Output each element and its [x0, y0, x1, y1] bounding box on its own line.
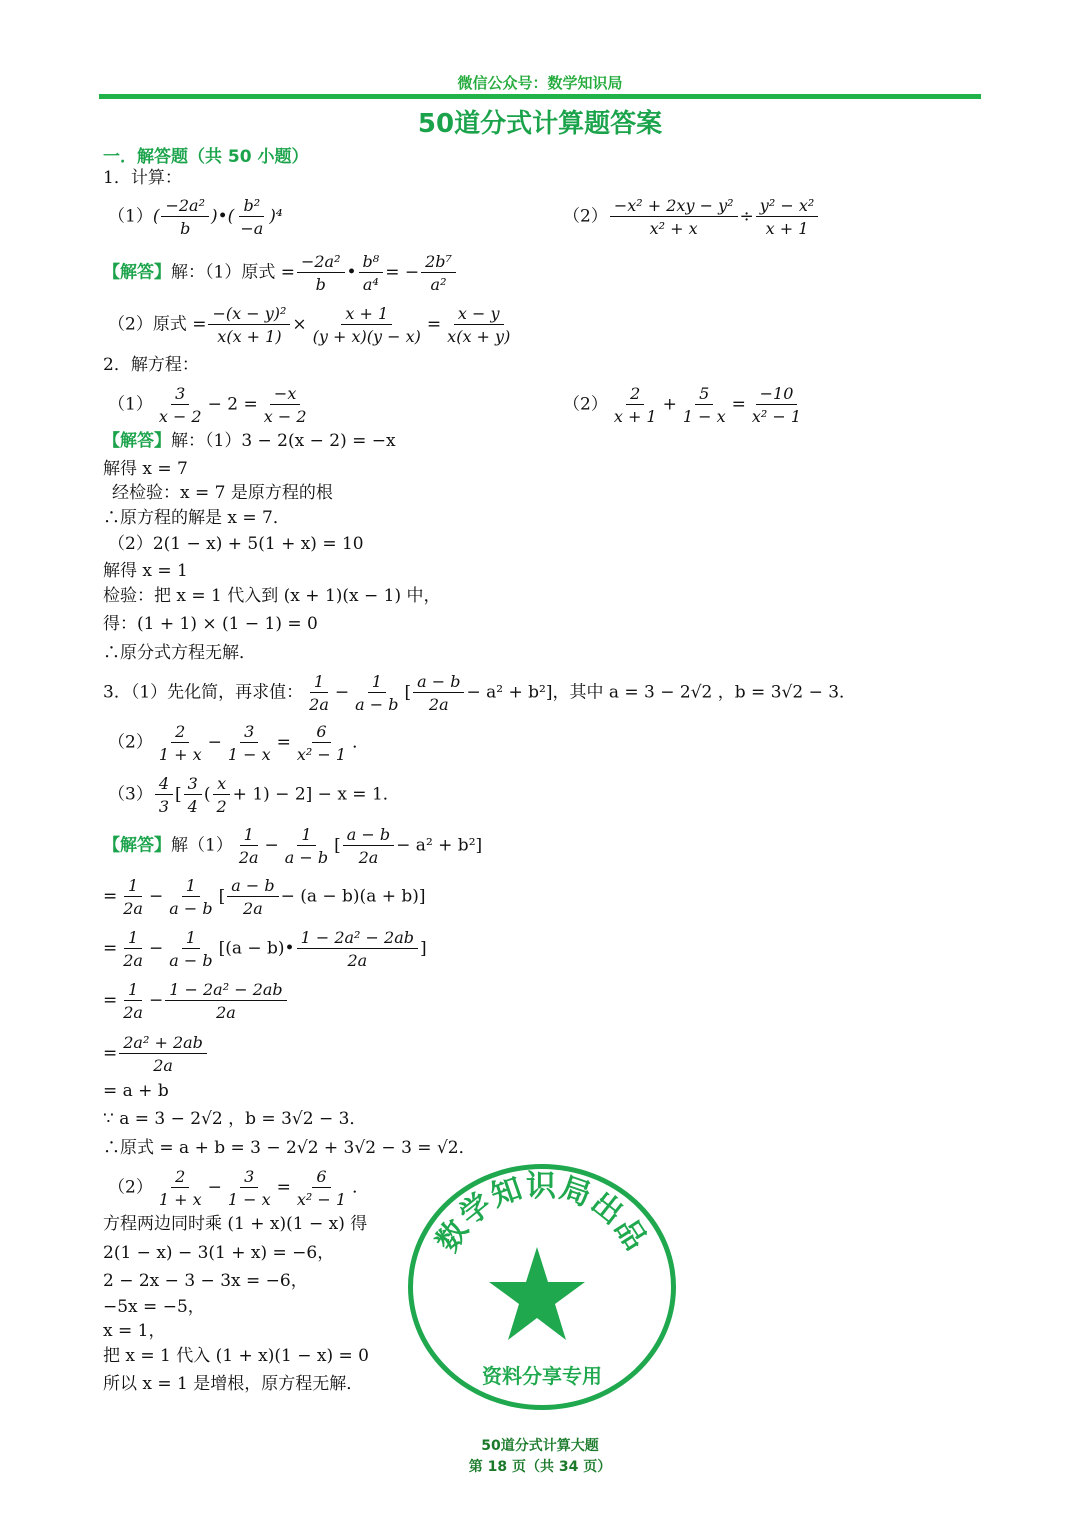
numerator: 1 — [368, 672, 386, 693]
fraction — [305, 672, 333, 714]
operator: = — [426, 314, 442, 335]
numerator: 1 — [124, 928, 142, 949]
operator: = — [103, 1043, 118, 1064]
q3-b-step5: x = 1， — [103, 1321, 166, 1341]
denominator: a − b — [169, 899, 213, 918]
denominator: x(x + 1) — [217, 327, 282, 346]
fraction — [359, 252, 384, 294]
denominator: 1 − x — [227, 745, 271, 764]
header-source: 微信公众号：数学知识局 — [457, 74, 623, 92]
denominator: 2a — [347, 951, 368, 970]
q2-part1 — [108, 384, 313, 426]
numerator: 3 — [240, 722, 258, 743]
q3-part3 — [108, 774, 400, 816]
footer-page-number: 第 18 页（共 34 页） — [468, 1459, 612, 1475]
fraction — [297, 252, 345, 294]
fraction — [756, 196, 818, 238]
operator: = — [276, 732, 291, 753]
q1-heading: 1．计算： — [103, 168, 182, 188]
denominator: 1 − x — [227, 1190, 271, 1209]
text: 解（1） — [171, 835, 233, 856]
text: )•( — [211, 206, 235, 227]
fraction — [413, 672, 464, 714]
numerator: 1 — [297, 825, 315, 846]
numerator: 3 — [184, 774, 202, 795]
text: ] — [420, 938, 427, 959]
q3-step7: ∴原式 = a + b = 3 − 2√2 + 3√2 − 3 = √2． — [103, 1138, 476, 1158]
denominator: 2a — [309, 695, 329, 714]
numerator: b⁸ — [359, 252, 384, 273]
numerator: a − b — [413, 672, 464, 693]
numerator: y² − x² — [756, 196, 818, 217]
operator: = — [103, 886, 118, 907]
numerator: 3 — [240, 1167, 258, 1188]
denominator: 4 — [187, 797, 198, 816]
q3-b-step6: 把 x = 1 代入 (1 + x)(1 − x) = 0 — [103, 1346, 369, 1366]
numerator: 5 — [695, 384, 713, 405]
fraction — [260, 384, 311, 426]
q3-step6: ∵ a = 3 − 2√2 ，b = 3√2 − 3． — [103, 1109, 367, 1129]
fraction — [293, 722, 350, 764]
denominator: x(x + y) — [447, 327, 511, 346]
fraction — [155, 1167, 206, 1209]
numerator: 1 — [124, 980, 142, 1001]
q3-step2 — [103, 928, 427, 970]
star-icon — [487, 1245, 587, 1345]
fraction — [679, 384, 730, 426]
stamp-bottom-text: 资料分享专用 — [482, 1364, 602, 1388]
fraction — [610, 196, 738, 238]
q3-b-step4: −5x = −5， — [103, 1297, 205, 1317]
text: [ — [175, 784, 182, 805]
q2-step4: ∴原方程的解是 x = 7． — [103, 508, 290, 528]
text: [ — [404, 682, 412, 703]
numerator: −2a² — [161, 196, 209, 217]
header-rule — [99, 94, 981, 99]
q1-part2 — [563, 196, 820, 238]
denominator: x − 2 — [263, 407, 307, 426]
numerator: x − y — [454, 304, 504, 325]
text: − 2 = — [207, 394, 258, 415]
numerator: 6 — [312, 1167, 330, 1188]
fraction — [443, 304, 514, 346]
numerator: −x — [270, 384, 300, 405]
text: （2）原式 = — [108, 314, 207, 335]
operator: = — [103, 990, 118, 1011]
answer-tag: 【解答】 — [103, 431, 171, 451]
label: （1） — [108, 206, 153, 227]
denominator: 3 — [158, 797, 170, 816]
text: ． — [352, 1177, 370, 1198]
q2-step7: 检验：把 x = 1 代入到 (x + 1)(x − 1) 中， — [103, 586, 441, 606]
denominator: x + 1 — [765, 219, 809, 238]
numerator: −2a² — [297, 252, 345, 273]
fraction — [224, 722, 275, 764]
answer-tag: 【解答】 — [103, 262, 171, 283]
label: （1） — [108, 394, 153, 415]
text: 解：（1）原式 = — [171, 262, 295, 283]
denominator: a − b — [355, 695, 399, 714]
operator: ÷ — [739, 206, 754, 227]
text: [(a − b)• — [218, 938, 295, 959]
numerator: 6 — [312, 722, 330, 743]
denominator: 1 − x — [682, 407, 726, 426]
q1-answer1 — [103, 252, 458, 294]
text: [ — [334, 835, 341, 856]
fraction — [236, 196, 267, 238]
fraction — [208, 304, 290, 346]
numerator: −(x − y)² — [208, 304, 290, 325]
fraction — [119, 1033, 207, 1075]
denominator: a − b — [284, 848, 329, 867]
q2-step1 — [103, 430, 396, 452]
denominator: 2a — [123, 1003, 143, 1022]
fraction — [119, 876, 147, 918]
label: （3） — [108, 784, 153, 805]
numerator: a − b — [227, 876, 278, 897]
operator: + — [662, 394, 677, 415]
numerator: 1 — [240, 825, 258, 846]
denominator: 2a — [123, 951, 143, 970]
denominator: 2a — [428, 695, 449, 714]
denominator: 2a — [123, 899, 143, 918]
fraction — [184, 774, 202, 816]
text: − a² + b²] — [396, 835, 483, 856]
operator: = − — [385, 262, 420, 283]
numerator: 2 — [626, 384, 644, 405]
operator: − — [264, 835, 279, 856]
q3-answer-start — [103, 825, 482, 867]
q1-part1 — [108, 196, 283, 238]
text: 解：（1）3 − 2(x − 2) = −x — [171, 431, 396, 451]
fraction — [343, 825, 394, 867]
operator: − — [148, 990, 164, 1011]
numerator: 2 — [171, 722, 189, 743]
operator: = — [731, 394, 746, 415]
q2-heading: 2．解方程： — [103, 355, 199, 375]
denominator: 2 — [216, 797, 227, 816]
numerator: b² — [239, 196, 264, 217]
numerator: 4 — [155, 774, 173, 795]
fraction — [351, 672, 402, 714]
operator: − — [207, 732, 222, 753]
denominator: x − 2 — [158, 407, 202, 426]
q3-b-step3: 2 − 2x − 3 − 3x = −6， — [103, 1271, 308, 1291]
label: （2） — [108, 1177, 153, 1198]
numerator: 2b⁷ — [421, 252, 456, 273]
numerator: 1 — [182, 928, 200, 949]
q2-step6: 解得 x = 1 — [103, 561, 188, 581]
q2-step2: 解得 x = 7 — [103, 459, 188, 479]
text: ( — [152, 206, 160, 227]
denominator: 2a — [216, 1003, 236, 1022]
label: （2） — [563, 394, 608, 415]
fraction — [165, 876, 216, 918]
q3-b-step1: 方程两边同时乘 (1 + x)(1 − x) 得 — [103, 1214, 368, 1234]
operator: • — [346, 262, 357, 283]
fraction — [227, 876, 278, 918]
denominator: 2a — [243, 899, 263, 918]
operator: − — [207, 1177, 222, 1198]
q3-step5: = a + b — [103, 1081, 169, 1101]
text: ． — [352, 732, 370, 753]
q3-step3 — [103, 980, 289, 1022]
q1-answer2 — [108, 304, 516, 346]
fraction — [165, 928, 216, 970]
denominator: a⁴ — [362, 275, 379, 294]
fraction — [297, 928, 418, 970]
q3-b-step7: 所以 x = 1 是增根，原方程无解． — [103, 1374, 364, 1394]
q3-b-step2: 2(1 − x) − 3(1 + x) = −6， — [103, 1243, 335, 1263]
fraction — [212, 774, 230, 816]
q2-step3: 经检验：x = 7 是原方程的根 — [112, 483, 333, 503]
fraction — [161, 196, 209, 238]
q3-part2 — [108, 722, 369, 764]
text: )⁴ — [269, 206, 283, 227]
fraction — [421, 252, 456, 294]
numerator: 1 — [310, 672, 328, 693]
denominator: x² − 1 — [296, 1190, 347, 1209]
fraction — [224, 1167, 275, 1209]
numerator: 1 — [124, 876, 142, 897]
fraction — [119, 928, 147, 970]
q2-part2 — [563, 384, 807, 426]
denominator: (y + x)(y − x) — [312, 327, 421, 346]
denominator: b — [315, 275, 326, 294]
numerator: x — [213, 774, 230, 795]
numerator: 3 — [171, 384, 189, 405]
numerator: 2a² + 2ab — [119, 1033, 207, 1054]
denominator: x² − 1 — [296, 745, 347, 764]
fraction — [748, 384, 805, 426]
text: ( — [203, 784, 211, 805]
denominator: x + 1 — [613, 407, 657, 426]
text: [ — [218, 886, 226, 907]
fraction — [165, 980, 286, 1022]
q3-step1 — [103, 876, 426, 918]
denominator: −a — [240, 219, 264, 238]
operator: = — [276, 1177, 291, 1198]
numerator: −10 — [756, 384, 798, 405]
text: + 1) − 2] − x = 1． — [232, 784, 400, 805]
denominator: a − b — [169, 951, 213, 970]
fraction — [155, 774, 173, 816]
fraction — [119, 980, 147, 1022]
numerator: 1 − 2a² − 2ab — [165, 980, 286, 1001]
label: （2） — [108, 732, 153, 753]
denominator: a² — [430, 275, 447, 294]
section-heading: 一．解答题（共 50 小题） — [103, 147, 309, 167]
fraction — [155, 722, 206, 764]
numerator: 2 — [171, 1167, 189, 1188]
numerator: 1 — [182, 876, 200, 897]
numerator: x + 1 — [341, 304, 392, 325]
q3-part2-answer — [108, 1167, 369, 1209]
q3-step4 — [103, 1033, 209, 1075]
denominator: 2a — [153, 1056, 173, 1075]
stamp-top-text: 数学知识局出品 — [429, 1169, 655, 1259]
text: 3．（1）先化简，再求值： — [103, 682, 304, 703]
denominator: 2a — [238, 848, 259, 867]
operator: = — [103, 938, 118, 959]
label: （2） — [563, 206, 608, 227]
q2-step9: ∴原分式方程无解． — [103, 643, 256, 663]
denominator: x² − 1 — [751, 407, 802, 426]
operator: × — [292, 314, 307, 335]
fraction — [235, 825, 263, 867]
operator: − — [148, 886, 164, 907]
text: − a² + b²]，其中 a = 3 − 2√2 ，b = 3√2 − 3． — [466, 682, 857, 703]
q2-step8: 得：(1 + 1) × (1 − 1) = 0 — [103, 614, 318, 634]
answer-tag: 【解答】 — [103, 835, 171, 856]
denominator: 2a — [358, 848, 379, 867]
numerator: a − b — [343, 825, 394, 846]
denominator: 1 + x — [158, 745, 202, 764]
fraction — [155, 384, 206, 426]
operator: − — [334, 682, 350, 703]
numerator: 1 − 2a² − 2ab — [297, 928, 418, 949]
q2-step5: （2）2(1 − x) + 5(1 + x) = 10 — [108, 534, 364, 554]
footer-title: 50道分式计算大题 — [481, 1438, 599, 1454]
fraction — [610, 384, 661, 426]
fraction — [281, 825, 332, 867]
page-title: 50道分式计算题答案 — [417, 109, 663, 139]
numerator: −x² + 2xy − y² — [610, 196, 738, 217]
text: − (a − b)(a + b)] — [280, 886, 426, 907]
fraction — [293, 1167, 350, 1209]
q3-heading — [103, 672, 856, 714]
denominator: b — [180, 219, 191, 238]
fraction — [309, 304, 425, 346]
denominator: x² + x — [649, 219, 698, 238]
operator: − — [148, 938, 164, 959]
denominator: 1 + x — [158, 1190, 202, 1209]
